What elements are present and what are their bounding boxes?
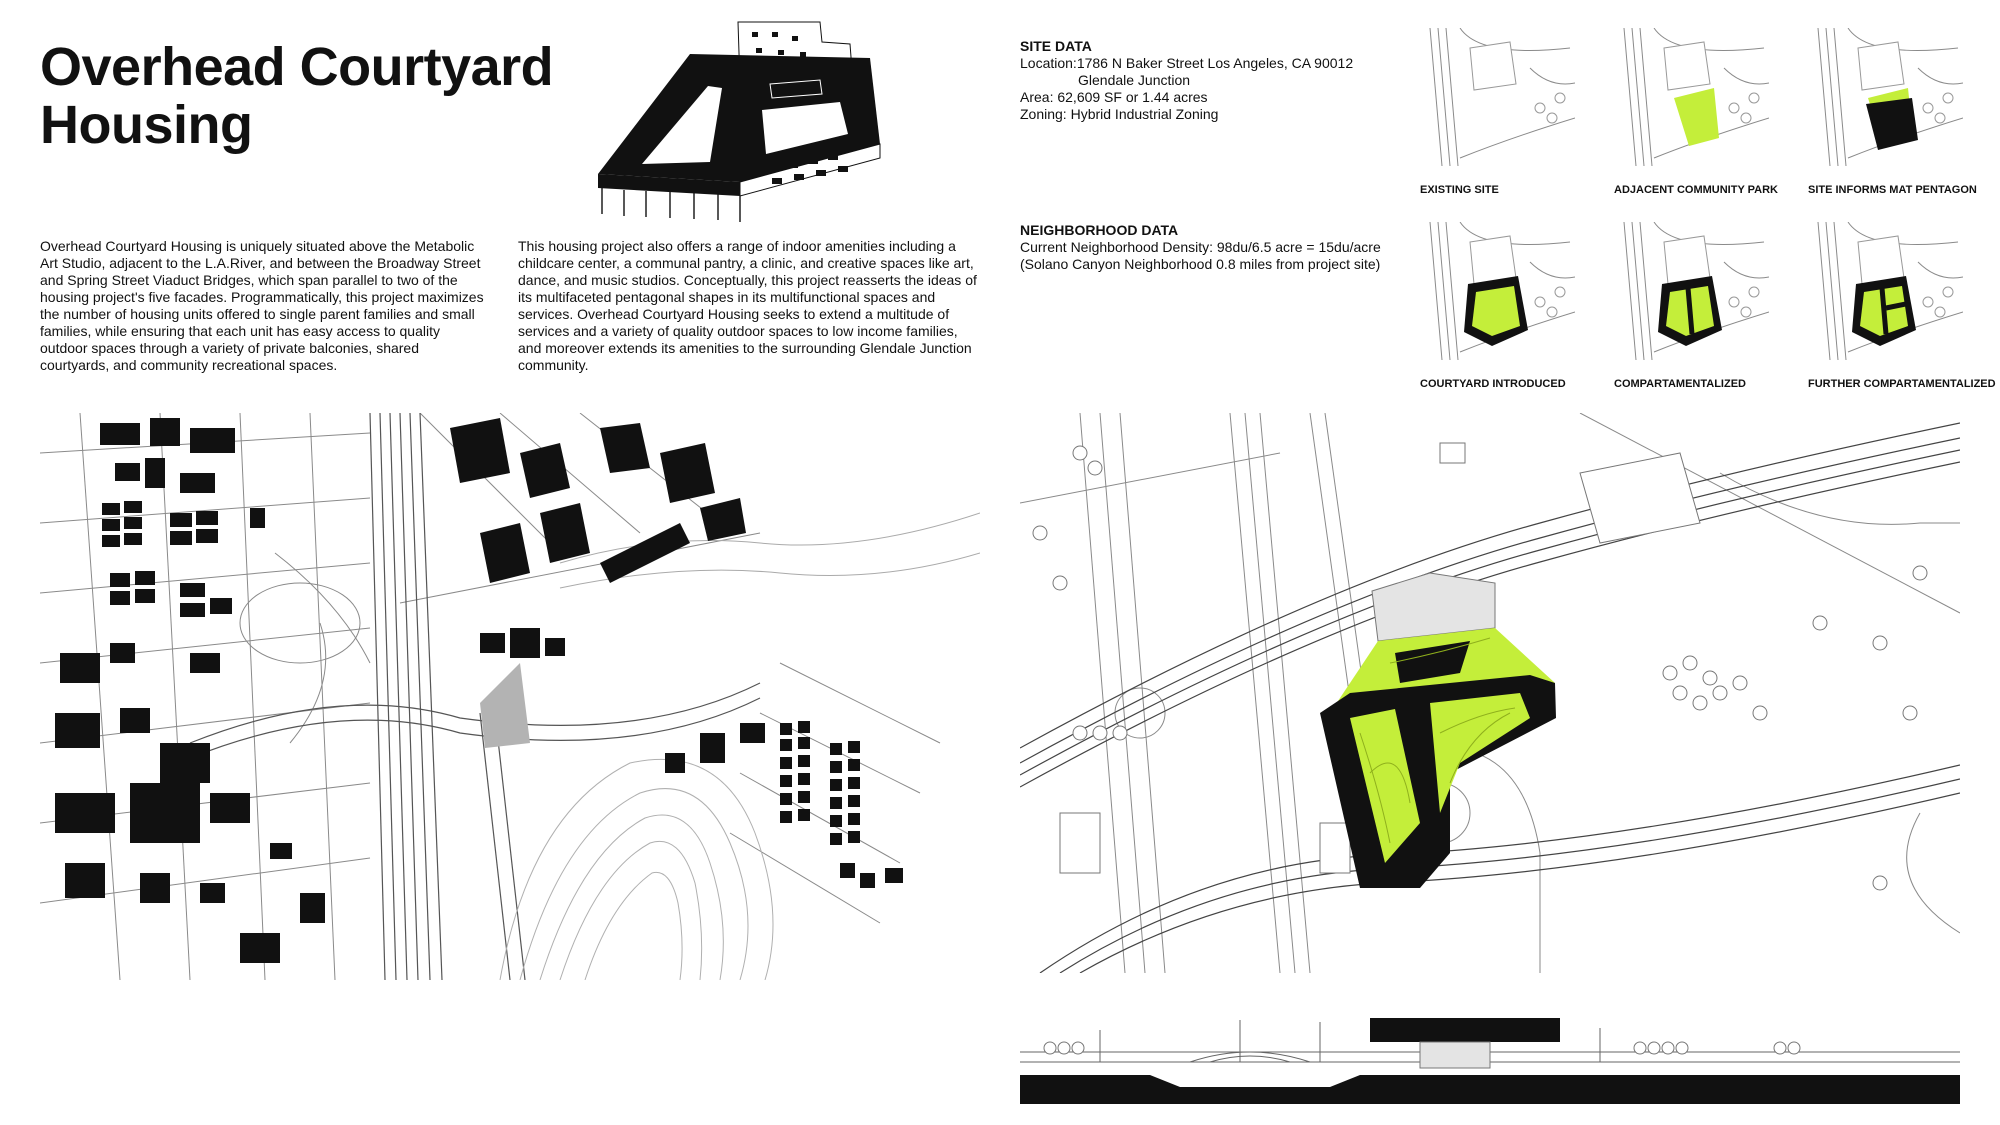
- river-section-cut: [1150, 1075, 1360, 1087]
- site-plan: [1020, 413, 1960, 973]
- site-diagram-caption-5: COMPARTAMENTALIZED: [1614, 378, 1746, 390]
- site-diagram-caption-3: SITE INFORMS MAT PENTAGON: [1808, 184, 1977, 196]
- site-diagram-caption-4: COURTYARD INTRODUCED: [1420, 378, 1566, 390]
- courtyard-housing-plan: [1320, 628, 1556, 888]
- site-area: Area: 62,609 SF or 1.44 acres: [1020, 89, 1208, 105]
- site-location-line-2: Glendale Junction: [1078, 72, 1191, 88]
- site-diagram-caption-1: EXISTING SITE: [1420, 184, 1499, 196]
- page-title-line-2: Housing: [40, 95, 253, 155]
- site-data-block: [1020, 38, 1420, 123]
- site-diagram-4: [1420, 222, 1575, 360]
- figure-ground-map: [40, 413, 980, 980]
- section-studio-volume: [1420, 1042, 1490, 1068]
- site-location: Location:1786 N Baker Street Los Angeles, CA 90012: [1020, 55, 1354, 71]
- river-channel: [560, 513, 980, 588]
- page-title: [40, 38, 553, 154]
- description-paragraph-2: This housing project also offers a range of indoor amenities including a childcare center, a communal pantry, a clinic, and creative spaces like art, dance, and music studios. Conceptually, this project reasserts the ideas of its multifaceted pentagonal shapes in its multifunctional spaces and services. Overhead Courtyard Housing seeks to extend a multitude of services and a variety of quality outdoor spaces to low income families, and moreover extends its amenities to the surrounding Glendale Junction community.: [518, 238, 977, 373]
- lower-viaduct: [1040, 765, 1960, 973]
- neighborhood-density: Current Neighborhood Density: 98du/6.5 acre = 15du/acre: [1020, 239, 1381, 255]
- neighborhood-data-block: [1020, 222, 1420, 273]
- site-diagram-6: [1808, 222, 1963, 360]
- site-diagram-3: [1808, 28, 1963, 166]
- axonometric-building-drawing: [590, 14, 900, 224]
- description-paragraph-1: Overhead Courtyard Housing is uniquely situated above the Metabolic Art Studio, adjacent to the L.A.River, and between the Broadway Street and Spring Street Viaduct Bridges, which span parallel to two of the housing project's five facades. Programmatically, this project maximizes the number of housing units offered to single parent families and small families, while ensuring that each unit has easy access to quality outdoor spaces through a variety of private balconies, shared courtyards, and community recreational spaces.: [40, 238, 484, 373]
- site-diagram-caption-2: ADJACENT COMMUNITY PARK: [1614, 184, 1778, 196]
- site-diagram-5: [1614, 222, 1769, 360]
- site-zoning: Zoning: Hybrid Industrial Zoning: [1020, 106, 1219, 122]
- pentagon-ring: [598, 54, 880, 196]
- section-housing-volume: [1370, 1018, 1560, 1042]
- site-diagram-1: [1420, 28, 1575, 166]
- site-section: [1020, 1010, 1960, 1104]
- neighborhood-data-heading: NEIGHBORHOOD DATA: [1020, 222, 1179, 238]
- building-footprints: [55, 418, 903, 963]
- page-title-line-1: Overhead Courtyard: [40, 37, 554, 97]
- site-diagram-caption-6: FURTHER COMPARTAMENTALIZED: [1808, 378, 1996, 390]
- site-data-heading: SITE DATA: [1020, 38, 1092, 54]
- project-site-footprint: [480, 663, 530, 748]
- terrain-contours: [500, 759, 773, 980]
- site-diagram-2: [1614, 28, 1769, 166]
- neighborhood-note: (Solano Canyon Neighborhood 0.8 miles from project site): [1020, 256, 1381, 272]
